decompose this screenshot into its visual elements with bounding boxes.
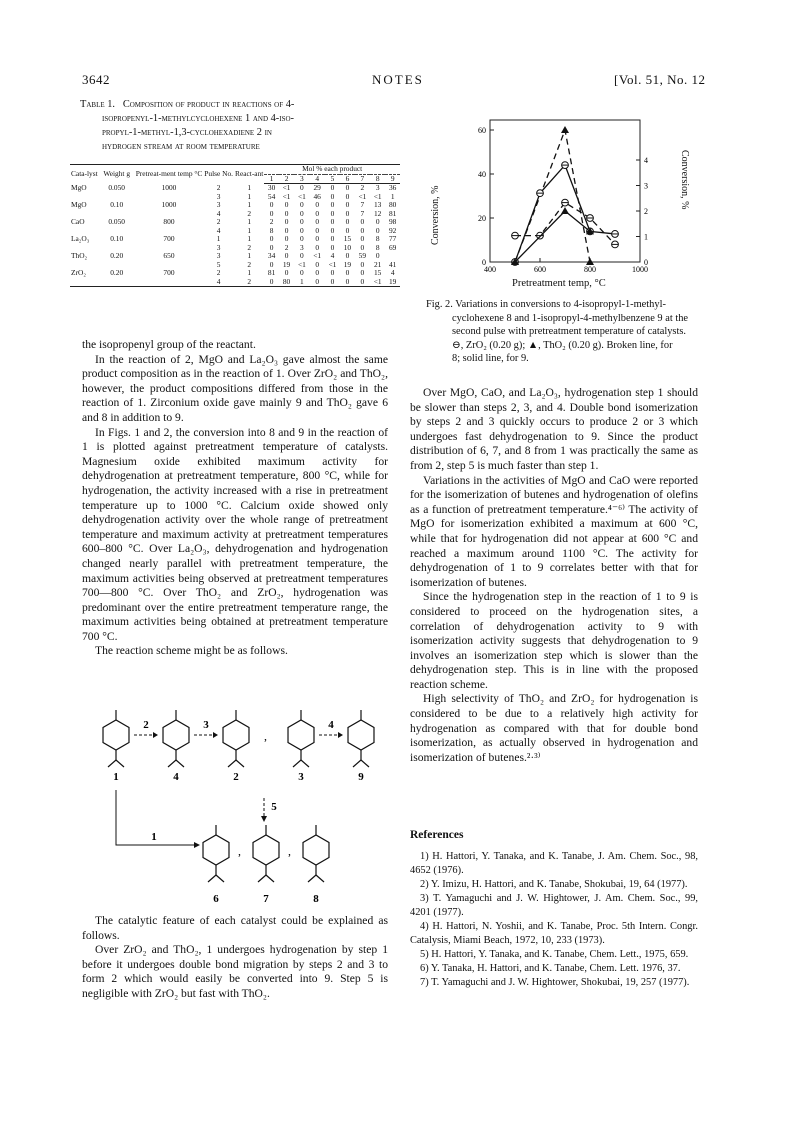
- references-section: [410, 828, 698, 990]
- paragraph: High selectivity of ThO₂ and ZrO₂ for hydrogenation is considered to be due to a relatively high activity for hydrogenation as compared with that for double bond isomerization, as actually observed in hydrogenation and isomerization of butenes.²·³⁾: [410, 692, 698, 764]
- table-cell: 81: [267, 268, 276, 277]
- table-cell: 0: [345, 183, 350, 192]
- table-cell: 0.20: [110, 268, 124, 277]
- table-cell: ZrO₂: [71, 268, 86, 277]
- x-tick-label: 400: [484, 265, 496, 274]
- series-line: [515, 130, 590, 262]
- table-row: [70, 278, 400, 287]
- y-right-axis-label: Conversion, %: [679, 150, 690, 210]
- substituent-bond: [293, 760, 301, 767]
- figure-caption-line: 8; solid line, for 9.: [452, 353, 529, 365]
- table-cell: 2: [360, 183, 365, 192]
- table-cell: 0: [330, 217, 335, 226]
- table-cell: 0: [330, 234, 335, 243]
- figure-caption: [426, 298, 698, 366]
- table-cell: 0: [269, 242, 274, 252]
- substituent-bond: [353, 760, 361, 767]
- table-cell: 0: [269, 200, 274, 209]
- table-cell: 1: [247, 200, 252, 209]
- arrow-head: [153, 732, 158, 738]
- table-cell: 0: [284, 217, 289, 226]
- col-header-product: 4: [310, 174, 325, 184]
- table-cell: 0: [360, 268, 365, 277]
- table-cell: 0: [315, 234, 320, 243]
- section-title: NOTES: [372, 72, 424, 87]
- table-cell: 0: [330, 191, 335, 201]
- y-left-tick-label: 40: [478, 170, 486, 179]
- table-row: [70, 201, 400, 210]
- table-cell: 0: [330, 183, 335, 192]
- arrow-head: [338, 732, 343, 738]
- table-cell: 1: [247, 234, 252, 243]
- paragraph: the isopropenyl group of the reactant.: [82, 338, 256, 351]
- table-cell: 15: [343, 234, 352, 243]
- comma-separator: ,: [288, 844, 291, 858]
- data-point-triangle: [561, 126, 569, 133]
- table-cell: 3: [216, 200, 221, 209]
- step-label: 4: [328, 719, 334, 731]
- col-header-product: 6: [340, 174, 355, 184]
- table-cell: 69: [388, 242, 397, 252]
- table-cell: 2: [234, 278, 264, 287]
- table-cell: 2: [216, 217, 221, 226]
- substituent-bond: [168, 760, 176, 767]
- y-left-tick-label: 0: [482, 258, 486, 267]
- table-caption-line: propyl-1-methyl-1,3-cyclohexadiene 2 in: [102, 127, 272, 138]
- table-cell: 0: [284, 208, 289, 218]
- y-left-tick-label: 60: [478, 126, 486, 135]
- col-header-mol-group: Mol % each product: [264, 165, 400, 175]
- table-cell: 0: [345, 200, 350, 209]
- step-label: 5: [271, 801, 277, 813]
- table-cell: 7: [360, 208, 365, 218]
- table-cell: 800: [163, 217, 175, 226]
- table-cell: <1: [313, 251, 322, 260]
- col-header-product: 1: [264, 174, 279, 184]
- table-cell: <1: [282, 191, 291, 201]
- table-cell: 0: [345, 251, 350, 260]
- substituent-bond: [258, 875, 266, 882]
- table-cell: [99, 278, 135, 287]
- table-cell: <1: [297, 259, 306, 269]
- table-cell: 3: [375, 183, 380, 192]
- col-header-product: 3: [294, 174, 309, 184]
- table-caption-line: isopropenyl-1-methylcyclohexene 1 and 4-iso-: [102, 113, 294, 124]
- table-cell: 8: [269, 225, 274, 235]
- table-cell: 2: [247, 208, 252, 218]
- table-cell: <1: [370, 278, 385, 287]
- table-cell: 700: [163, 268, 175, 277]
- table-cell: 2: [269, 217, 274, 226]
- table-caption-label: Table 1.: [80, 99, 116, 110]
- col-header-product: 5: [325, 174, 340, 184]
- compound-number: 2: [233, 771, 239, 783]
- table-cell: 0: [284, 200, 289, 209]
- table-cell: 34: [267, 251, 276, 260]
- table-cell: 0.10: [110, 200, 124, 209]
- y-left-tick-label: 20: [478, 214, 486, 223]
- table-cell: 1: [247, 225, 252, 235]
- substituent-bond: [236, 760, 244, 767]
- paragraph: Over MgO, CaO, and La₂O₃, hydrogenation step 1 should be slower than steps 2, 3, and 4. Double bond isomerization by steps 2 and 3 quickly occurs to produce 2 or 3 which undergoes fast dehydrogenation to 9. Since the product distribution of 6, 7, and 8 from 1 was practically the same as from 2, step 5 is much faster than step 1.: [410, 386, 698, 472]
- table-cell: 54: [267, 191, 276, 201]
- ring-structure: [253, 835, 279, 865]
- ring-structure: [203, 835, 229, 865]
- col-header-product: 8: [370, 174, 385, 184]
- reference-item: 6) Y. Tanaka, H. Hattori, and K. Tanabe, Chem. Lett. 1976, 37.: [420, 963, 681, 974]
- table-cell: 21: [373, 259, 382, 269]
- step-label: 1: [151, 831, 157, 843]
- comma-separator: ,: [264, 729, 267, 743]
- table-cell: 1: [247, 251, 252, 260]
- ring-structure: [223, 720, 249, 750]
- table-cell: 0: [269, 208, 274, 218]
- table-cell: 0: [345, 268, 350, 277]
- table-cell: 4: [330, 251, 335, 260]
- reference-item: 5) H. Hattori, Y. Tanaka, and K. Tanabe, Chem. Lett., 1975, 659.: [420, 949, 689, 960]
- substituent-bond: [108, 760, 116, 767]
- right-column: [410, 386, 698, 765]
- table-cell: 0: [330, 242, 335, 252]
- paragraph: In the reaction of 2, MgO and La₂O₃ gave almost the same product composition as in the reaction of 1. Over ZrO₂ and ThO₂, however, the product compositions differed from those in the reaction of 1. Zirconium oxide gave mainly 9 and ThO₂ gave 6 and 8 in addition to 9.: [82, 352, 388, 424]
- y-right-tick-label: 0: [644, 258, 648, 267]
- table-cell: 3: [216, 251, 221, 260]
- table-cell: 700: [163, 234, 175, 243]
- table-cell: 1: [294, 278, 309, 287]
- comma-separator: ,: [238, 844, 241, 858]
- table-cell: 0: [315, 200, 320, 209]
- col-header-reactant: React-ant: [234, 165, 264, 184]
- col-header-pretreatment: Pretreat-ment temp °C: [135, 165, 204, 184]
- substituent-bond: [308, 875, 316, 882]
- table-cell: 5: [216, 259, 221, 269]
- x-axis-label: Pretreatment temp, °C: [512, 278, 606, 289]
- reference-item: 7) T. Yamaguchi and J. W. Hightower, Shokubai, 19, 257 (1977).: [420, 977, 690, 988]
- table-cell: 0: [315, 259, 320, 269]
- ring-structure: [303, 835, 329, 865]
- table-cell: 0: [300, 183, 304, 192]
- paragraph: In Figs. 1 and 2, the conversion into 8 and 9 in the reaction of 1 is plotted against pretreatment temperature of catalysts. Magnesium oxide exhibited maximum activity for dehydrogenation at pretreatment temperature, 800 °C, while for hydrogenation, the activity increased with a rise in pretreatment temperature up to 1000 °C. Calcium oxide showed only dehydrogenation activity over the whole range of pretreatment temperature and maximum activity at pretreatment temperatures 600–800 °C. Over La₂O₃, dehydrogenation and hydrogenation changed nearly parallel with pretreatment temperature, the maximum activities being observed at pretreatment temperatures 700—800 °C. Over ThO₂ and ZrO₂, hydrogenation was predominant over the entire pretreatment temperature range, the maximum activities being obtained at pretreatment temperature 700 °C.: [82, 425, 388, 643]
- paragraph: The catalytic feature of each catalyst could be explained as follows.: [82, 914, 388, 942]
- paragraph: Since the hydrogenation step in the reaction of 1 to 9 is considered to proceed on the hydrogenation sites, a correlation of dehydrogenation activity to 9 with isomerization activity suggests that dehydrogenation to 9 involves an isomerization step which is slower than the dehydrogenation step. This is in line with the proposed reaction scheme.: [410, 590, 698, 691]
- figure-caption-line: Fig. 2. Variations in conversions to 4-isopropyl-1-methyl-: [426, 299, 666, 310]
- table-cell: 0: [360, 242, 365, 252]
- compound-number: 7: [263, 893, 269, 905]
- table-cell: 2: [216, 268, 221, 277]
- figure-caption-line: cyclohexene 8 and 1-isopropyl-4-methylbenzene 9 at the: [452, 312, 689, 324]
- table-cell: 3: [216, 242, 221, 252]
- compound-number: 3: [298, 771, 304, 783]
- table-cell: 81: [388, 208, 397, 218]
- table-cell: 36: [388, 183, 397, 192]
- table-cell: 2: [216, 182, 221, 192]
- table-cell: 2: [247, 242, 252, 252]
- table-cell: 19: [282, 259, 291, 269]
- data-point-triangle: [561, 207, 569, 214]
- table-cell: MgO: [71, 200, 87, 209]
- table-cell: 0: [284, 251, 289, 260]
- table-cell: 29: [313, 183, 321, 192]
- col-header-product: 2: [279, 174, 294, 184]
- table-cell: 0: [284, 225, 289, 235]
- table-cell: 2: [247, 259, 252, 269]
- paragraph: The reaction scheme might be as follows.: [95, 644, 288, 658]
- table-cell: 0: [375, 251, 380, 260]
- arrow-head: [194, 842, 200, 848]
- step-label: 2: [143, 719, 149, 731]
- ring-structure: [288, 720, 314, 750]
- table-cell: 4: [216, 225, 221, 235]
- table-cell: <1: [282, 183, 291, 192]
- table-cell: 8: [375, 234, 380, 243]
- col-header-product: 9: [385, 174, 400, 184]
- table-cell: 0: [269, 259, 274, 269]
- reference-item: 2) Y. Imizu, H. Hattori, and K. Tanabe, Shokubai, 19, 64 (1977).: [420, 879, 688, 890]
- compound-number: 8: [313, 893, 319, 905]
- y-left-axis-label: Conversion, %: [430, 185, 441, 245]
- plot-frame: [490, 120, 640, 262]
- col-header-product: 7: [355, 174, 370, 184]
- table-cell: 0: [264, 278, 279, 287]
- arrow-head: [213, 732, 218, 738]
- reference-item: 1) H. Hattori, Y. Tanaka, and K. Tanabe, J. Am. Chem. Soc., 98, 4652 (1976).: [410, 851, 698, 876]
- table-cell: 19: [343, 259, 352, 269]
- substituent-bond: [216, 875, 224, 882]
- table-cell: 77: [388, 234, 397, 243]
- table-cell: 0: [345, 191, 350, 201]
- table-cell: MgO: [71, 182, 87, 192]
- paragraph: Variations in the activities of MgO and CaO were reported for the isomerization of butenes and hydrogenation of olefins as a function of pretreatment temperature.⁴⁻⁶⁾ The activity of MgO for isomerization exhibited a maximum at 600 °C, while that for hydrogenation did not appear at 600 °C and reached a maximum around 1100 °C. The activity for dehydrogenation of 1 to 9 correlates better with that for isomerization of butenes.: [410, 473, 698, 589]
- table-cell: 0.050: [108, 182, 125, 192]
- substituent-bond: [176, 760, 184, 767]
- table-cell: <1: [328, 259, 337, 269]
- table-cell: 0: [315, 208, 320, 218]
- table-row: [70, 184, 400, 193]
- reaction-scheme: [96, 700, 406, 910]
- table-cell: 0: [284, 234, 289, 243]
- table-cell: 0.10: [110, 234, 124, 243]
- substituent-bond: [266, 875, 274, 882]
- table-cell: 0: [315, 242, 320, 252]
- table-cell: 92: [388, 225, 397, 235]
- substituent-bond: [116, 760, 124, 767]
- table-cell: 7: [360, 200, 365, 209]
- table-cell: La₂O₃: [71, 234, 90, 243]
- table-cell: 0: [375, 225, 380, 235]
- x-tick-label: 600: [534, 265, 546, 274]
- table-cell: 0: [325, 278, 340, 287]
- references-heading: References: [410, 829, 464, 841]
- left-column-lower: [82, 914, 388, 1002]
- table-cell: CaO: [71, 217, 85, 226]
- table-cell: 0: [330, 268, 335, 277]
- left-column-upper: [82, 338, 388, 659]
- y-right-tick-label: 3: [644, 181, 648, 191]
- table-cell: 0: [300, 200, 304, 209]
- table-cell: 59: [358, 251, 367, 260]
- reference-item: 4) H. Hattori, N. Yoshii, and K. Tanabe, Proc. 5th Intern. Congr. Catalysis, Miami Beach, 1972, 10, 233 (1973).: [410, 921, 698, 946]
- x-tick-label: 800: [584, 265, 596, 274]
- substituent-bond: [316, 875, 324, 882]
- table-cell: [135, 278, 204, 287]
- paragraph: Over ZrO₂ and ThO₂, 1 undergoes hydrogenation by step 1 before it undergoes double bond migration by steps 2 and 3 to form 2 which would easily be converted into 9. Step 5 is negligible with ZrO₂ but fast with ThO₂.: [82, 943, 388, 1000]
- table-cell: 19: [385, 278, 400, 287]
- table-cell: 4: [203, 278, 234, 287]
- substituent-bond: [361, 760, 369, 767]
- table-cell: <1: [373, 191, 382, 201]
- table-cell: 0: [300, 217, 304, 226]
- table-cell: 0: [330, 208, 335, 218]
- table-cell: 0.20: [110, 251, 124, 260]
- table-cell: 4: [390, 268, 395, 277]
- col-header-pulse: Pulse No.: [203, 165, 234, 184]
- y-right-tick-label: 2: [644, 207, 648, 216]
- table-cell: 0: [284, 268, 289, 277]
- x-tick-label: 1000: [632, 265, 648, 274]
- table-caption: [80, 98, 390, 154]
- table-cell: 80: [279, 278, 294, 287]
- table-cell: 4: [216, 208, 221, 218]
- table-cell: <1: [297, 191, 306, 201]
- table-cell: 1: [390, 191, 395, 201]
- compound-number: 6: [213, 893, 219, 905]
- table-cell: 8: [375, 242, 380, 252]
- table-cell: 0: [330, 200, 335, 209]
- table-cell: 0: [340, 278, 355, 287]
- table-cell: 0.050: [108, 217, 125, 226]
- table-cell: ThO₂: [71, 251, 88, 260]
- table-cell: 98: [388, 217, 397, 226]
- table-cell: 1: [247, 191, 252, 201]
- composition-table: [70, 164, 400, 287]
- table-cell: 0: [300, 268, 304, 277]
- table-cell: 0: [360, 234, 365, 243]
- col-header-weight: Weight g: [99, 165, 135, 184]
- table-cell: 13: [373, 200, 382, 209]
- table-cell: 3: [300, 242, 304, 252]
- table-cell: 0: [300, 234, 304, 243]
- table-cell: 0: [269, 234, 274, 243]
- table-cell: 10: [343, 242, 352, 252]
- ring-structure: [103, 720, 129, 750]
- table-row: [70, 269, 400, 278]
- table-cell: 46: [313, 191, 321, 201]
- step-label: 3: [203, 719, 209, 731]
- table-cell: 0: [300, 225, 304, 235]
- figure-caption-line: ⊖, ZrO₂ (0.20 g); ▲, ThO₂ (0.20 g). Broken line, for: [452, 339, 673, 351]
- page-number: 3642: [82, 72, 110, 87]
- volume-info: [Vol. 51, No. 12: [614, 72, 706, 87]
- table-cell: 0: [355, 278, 370, 287]
- table-caption-line: Composition of product in reactions of 4-: [122, 99, 295, 110]
- table-cell: 1: [247, 182, 252, 192]
- table-cell: 0: [345, 208, 350, 218]
- table-cell: 0: [375, 217, 380, 226]
- table-caption-line: hydrogen stream at room temperature: [102, 141, 260, 152]
- table-cell: 1000: [161, 200, 177, 209]
- ring-structure: [163, 720, 189, 750]
- table-cell: 1: [247, 217, 252, 226]
- y-right-tick-label: 1: [644, 232, 648, 242]
- table-cell: 1000: [161, 182, 177, 192]
- arrow-head: [261, 816, 267, 822]
- table-cell: 2: [284, 242, 289, 252]
- table-cell: 41: [388, 259, 397, 269]
- y-right-tick-label: 4: [644, 156, 648, 165]
- table-cell: 12: [373, 208, 382, 218]
- table-row: [70, 218, 400, 227]
- table-cell: 0: [310, 278, 325, 287]
- substituent-bond: [208, 875, 216, 882]
- table-cell: 1: [247, 268, 252, 277]
- table-cell: 0: [315, 268, 320, 277]
- ring-structure: [348, 720, 374, 750]
- table-cell: <1: [358, 191, 367, 201]
- table-cell: 0: [360, 259, 365, 269]
- table-cell: 0: [360, 225, 365, 235]
- table-cell: 0: [300, 251, 304, 260]
- table-cell: 80: [388, 200, 397, 209]
- substituent-bond: [301, 760, 309, 767]
- substituent-bond: [228, 760, 236, 767]
- table-cell: 0: [315, 225, 320, 235]
- table-cell: 0: [345, 217, 350, 226]
- table-cell: 3: [216, 191, 221, 201]
- table-cell: 15: [373, 268, 382, 277]
- compound-number: 4: [173, 771, 179, 783]
- reference-item: 3) T. Yamaguchi and J. W. Hightower, J. Am. Chem. Soc., 99, 4201 (1977).: [410, 893, 698, 918]
- table-cell: 0: [300, 208, 304, 218]
- series-line: [515, 211, 590, 262]
- table-cell: 30: [267, 183, 276, 192]
- table-cell: 0: [345, 225, 350, 235]
- table-cell: [70, 278, 99, 287]
- table-cell: 0: [330, 225, 335, 235]
- table-cell: 0: [360, 217, 365, 226]
- figure-caption-line: second pulse with pretreatment temperature of catalysts.: [452, 326, 686, 338]
- compound-number: 1: [113, 771, 119, 783]
- compound-number: 9: [358, 771, 364, 783]
- table-cell: 0: [315, 217, 320, 226]
- table-cell: 1: [216, 234, 221, 243]
- table-cell: 650: [163, 251, 175, 260]
- col-header-catalyst: Cata-lyst: [70, 165, 99, 184]
